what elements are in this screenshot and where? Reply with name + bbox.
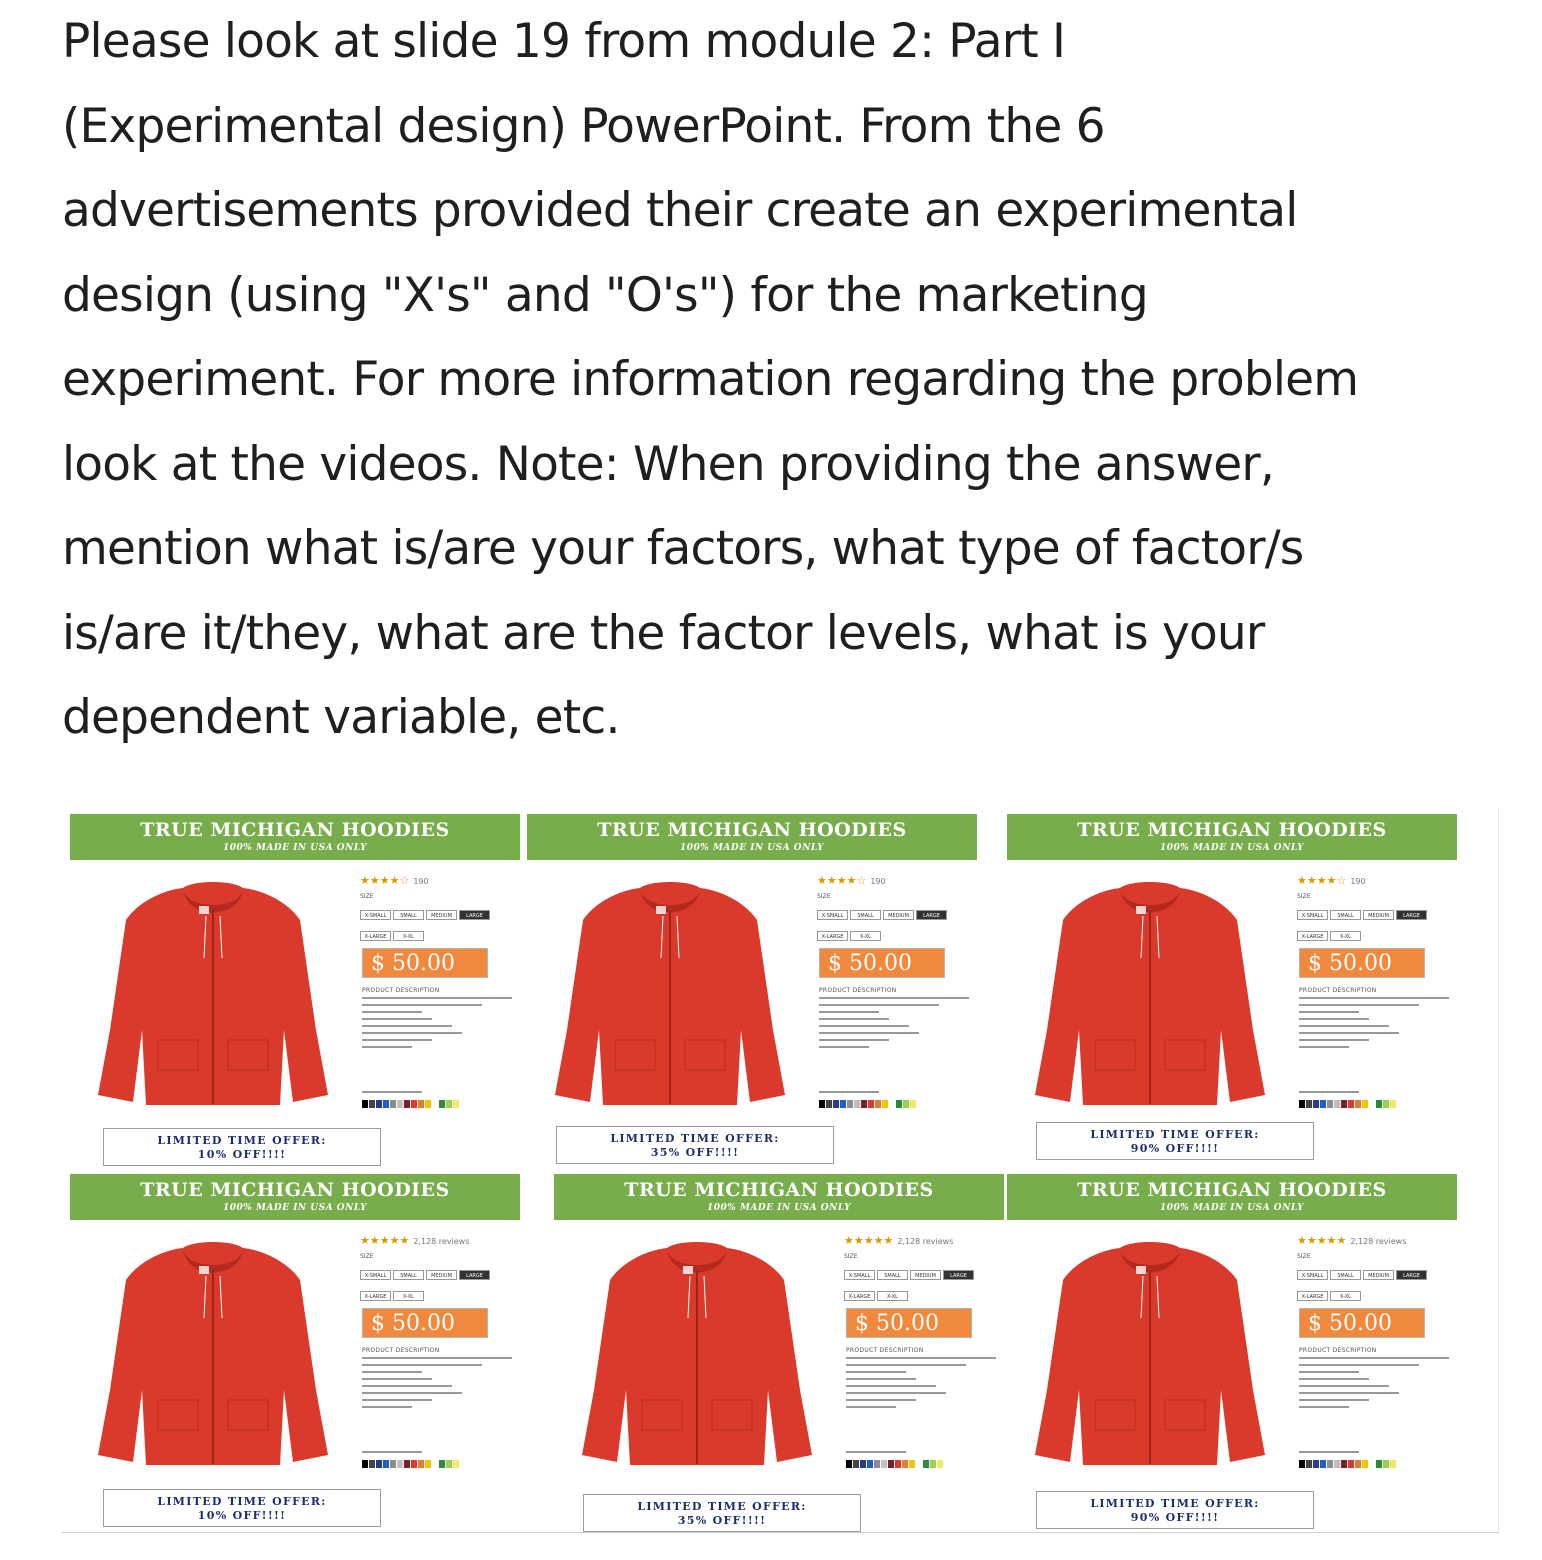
limited-offer-box: [1036, 1122, 1314, 1160]
color-swatch: [1313, 1100, 1319, 1108]
size-options: [360, 1262, 510, 1304]
description-line: [1299, 1004, 1419, 1006]
hoodie-photo: [1025, 880, 1275, 1115]
color-swatch: [376, 1460, 382, 1468]
description-line: [846, 1378, 916, 1380]
size-option: X-XL: [393, 1291, 424, 1301]
color-swatch: [1341, 1100, 1347, 1108]
color-swatch: [1390, 1460, 1396, 1468]
size-option: SMALL: [393, 1270, 424, 1280]
color-swatch: [909, 1460, 915, 1468]
size-option: X-XL: [1330, 1291, 1361, 1301]
review-count: 2,128 reviews: [897, 1237, 954, 1246]
brand-name: TRUE MICHIGAN HOODIES: [140, 819, 450, 841]
limited-offer-box: [103, 1128, 381, 1166]
brand-name: TRUE MICHIGAN HOODIES: [1077, 1179, 1387, 1201]
offer-title: LIMITED TIME OFFER:: [610, 1132, 780, 1145]
description-line: [1299, 1406, 1349, 1408]
color-swatches: [1299, 1100, 1397, 1108]
description-line: [362, 1039, 432, 1041]
color-swatch: [432, 1100, 438, 1108]
star-rating: ★★★★☆ 190: [360, 874, 429, 887]
size-option: X-SMALL: [844, 1270, 875, 1280]
color-swatch: [875, 1100, 881, 1108]
color-swatch: [404, 1460, 410, 1468]
question-line: design (using "X's" and "O's") for the marketing: [62, 267, 1148, 323]
swatch-caption: [1299, 1091, 1359, 1093]
description-line: [846, 1357, 996, 1359]
size-option: X-LARGE: [1297, 1291, 1328, 1301]
color-swatch: [874, 1460, 880, 1468]
product-description-label: PRODUCT DESCRIPTION: [362, 987, 440, 994]
color-swatch: [1306, 1460, 1312, 1468]
description-line: [362, 1025, 452, 1027]
size-label: SIZE: [1297, 1253, 1311, 1260]
offer-title: LIMITED TIME OFFER:: [157, 1134, 327, 1147]
description-line: [1299, 1046, 1349, 1048]
offer-discount: 35% OFF!!!!: [677, 1514, 767, 1527]
price-tag: $ 50.00: [1299, 1308, 1425, 1338]
size-option: LARGE: [459, 1270, 490, 1280]
size-label: SIZE: [817, 893, 831, 900]
brand-name: TRUE MICHIGAN HOODIES: [1077, 819, 1387, 841]
color-swatch: [1313, 1460, 1319, 1468]
advertisement-panel: [554, 1174, 1004, 1534]
offer-title: LIMITED TIME OFFER:: [1090, 1497, 1260, 1510]
size-option: X-LARGE: [1297, 931, 1328, 941]
price-tag: $ 50.00: [819, 948, 945, 978]
color-swatches: [846, 1460, 944, 1468]
color-swatch: [383, 1100, 389, 1108]
size-option: X-XL: [1330, 931, 1361, 941]
brand-tagline: 100% MADE IN USA ONLY: [707, 1203, 851, 1213]
review-count: 190: [413, 877, 429, 886]
size-option: X-SMALL: [1297, 1270, 1328, 1280]
description-line: [819, 1011, 879, 1013]
color-swatch: [397, 1460, 403, 1468]
description-line: [1299, 997, 1449, 999]
color-swatches: [819, 1100, 917, 1108]
size-option: MEDIUM: [910, 1270, 941, 1280]
description-line: [362, 1357, 512, 1359]
offer-discount: 90% OFF!!!!: [1130, 1511, 1220, 1524]
color-swatch: [854, 1100, 860, 1108]
color-swatch: [1327, 1100, 1333, 1108]
swatch-caption: [362, 1451, 422, 1453]
color-swatch: [1355, 1100, 1361, 1108]
color-swatch: [846, 1460, 852, 1468]
brand-banner: [1007, 814, 1457, 860]
advertisement-panel: [1007, 1174, 1457, 1534]
color-swatch: [1383, 1460, 1389, 1468]
hoodie-photo: [545, 880, 795, 1115]
question-line: (Experimental design) PowerPoint. From the 6: [62, 98, 1105, 154]
color-swatch: [1327, 1460, 1333, 1468]
size-option: MEDIUM: [1363, 1270, 1394, 1280]
description-line: [819, 1032, 919, 1034]
color-swatch: [881, 1460, 887, 1468]
hoodie-photo: [1025, 1240, 1275, 1475]
color-swatch: [937, 1460, 943, 1468]
size-options: [1297, 1262, 1447, 1304]
color-swatch: [1348, 1460, 1354, 1468]
color-swatch: [1348, 1100, 1354, 1108]
color-swatch: [867, 1460, 873, 1468]
star-rating: ★★★★☆ 190: [1297, 874, 1366, 887]
color-swatch: [1362, 1100, 1368, 1108]
brand-banner: [527, 814, 977, 860]
hoodie-image: [572, 1240, 822, 1475]
description-line: [362, 1011, 422, 1013]
description-line: [362, 1046, 412, 1048]
color-swatch: [910, 1100, 916, 1108]
swatch-caption: [819, 1091, 879, 1093]
question-line: dependent variable, etc.: [62, 690, 620, 745]
description-line: [846, 1385, 936, 1387]
size-option: X-LARGE: [844, 1291, 875, 1301]
color-swatch: [1341, 1460, 1347, 1468]
size-option: X-SMALL: [360, 1270, 391, 1280]
question-text: [62, 0, 1502, 761]
description-line: [1299, 1011, 1359, 1013]
color-swatch: [446, 1460, 452, 1468]
color-swatch: [1362, 1460, 1368, 1468]
product-description-label: PRODUCT DESCRIPTION: [1299, 1347, 1377, 1354]
color-swatch: [1299, 1100, 1305, 1108]
description-line: [846, 1371, 906, 1373]
size-option: SMALL: [1330, 1270, 1361, 1280]
swatch-caption: [362, 1091, 422, 1093]
star-rating: ★★★★★ 2,128 reviews: [844, 1234, 954, 1247]
color-swatch: [889, 1100, 895, 1108]
color-swatch: [369, 1460, 375, 1468]
color-swatch: [853, 1460, 859, 1468]
hoodie-image: [545, 880, 795, 1115]
product-description-label: PRODUCT DESCRIPTION: [1299, 987, 1377, 994]
product-description-label: PRODUCT DESCRIPTION: [362, 1347, 440, 1354]
size-option: LARGE: [1396, 910, 1427, 920]
size-option: LARGE: [1396, 1270, 1427, 1280]
size-option: MEDIUM: [883, 910, 914, 920]
price-tag: $ 50.00: [1299, 948, 1425, 978]
hoodie-image: [88, 1240, 338, 1475]
color-swatches: [362, 1460, 460, 1468]
size-option: LARGE: [459, 910, 490, 920]
description-line: [362, 1371, 422, 1373]
color-swatch: [390, 1100, 396, 1108]
hoodie-photo: [572, 1240, 822, 1475]
product-description: [846, 1357, 996, 1413]
size-option: X-SMALL: [360, 910, 391, 920]
color-swatch: [860, 1460, 866, 1468]
size-options: [1297, 902, 1447, 944]
description-line: [1299, 1392, 1399, 1394]
color-swatch: [819, 1100, 825, 1108]
size-option: X-SMALL: [817, 910, 848, 920]
product-description: [1299, 1357, 1449, 1413]
brand-banner: [554, 1174, 1004, 1220]
size-options: [817, 902, 967, 944]
price-tag: $ 50.00: [362, 1308, 488, 1338]
size-option: LARGE: [943, 1270, 974, 1280]
color-swatches: [1299, 1460, 1397, 1468]
color-swatch: [418, 1100, 424, 1108]
color-swatch: [1369, 1100, 1375, 1108]
product-description-label: PRODUCT DESCRIPTION: [819, 987, 897, 994]
color-swatch: [882, 1100, 888, 1108]
size-label: SIZE: [844, 1253, 858, 1260]
description-line: [362, 1378, 432, 1380]
color-swatch: [362, 1100, 368, 1108]
color-swatch: [411, 1100, 417, 1108]
size-option: SMALL: [877, 1270, 908, 1280]
description-line: [819, 1046, 869, 1048]
size-option: X-LARGE: [360, 931, 391, 941]
brand-banner: [1007, 1174, 1457, 1220]
color-swatch: [439, 1100, 445, 1108]
color-swatch: [432, 1460, 438, 1468]
question-line: look at the videos. Note: When providing the answer,: [62, 436, 1275, 492]
size-label: SIZE: [1297, 893, 1311, 900]
star-rating: ★★★★★ 2,128 reviews: [360, 1234, 470, 1247]
color-swatch: [888, 1460, 894, 1468]
color-swatch: [1390, 1100, 1396, 1108]
advertisement-panel: [70, 1174, 520, 1534]
review-count: 190: [1350, 877, 1366, 886]
product-description-label: PRODUCT DESCRIPTION: [846, 1347, 924, 1354]
description-line: [846, 1399, 916, 1401]
description-line: [819, 997, 969, 999]
description-line: [362, 1399, 432, 1401]
color-swatch: [1376, 1100, 1382, 1108]
brand-name: TRUE MICHIGAN HOODIES: [624, 1179, 934, 1201]
color-swatch: [895, 1460, 901, 1468]
brand-tagline: 100% MADE IN USA ONLY: [223, 1203, 367, 1213]
description-line: [362, 1018, 432, 1020]
offer-title: LIMITED TIME OFFER:: [1090, 1128, 1260, 1141]
offer-discount: 35% OFF!!!!: [650, 1146, 740, 1159]
description-line: [362, 1385, 452, 1387]
color-swatch: [1369, 1460, 1375, 1468]
description-line: [819, 1039, 889, 1041]
question-line: is/are it/they, what are the factor levels, what is your: [62, 605, 1265, 661]
color-swatch: [1383, 1100, 1389, 1108]
color-swatch: [896, 1100, 902, 1108]
description-line: [1299, 1399, 1369, 1401]
offer-discount: 10% OFF!!!!: [197, 1148, 287, 1161]
description-line: [1299, 1025, 1389, 1027]
color-swatch: [840, 1100, 846, 1108]
description-line: [846, 1406, 896, 1408]
color-swatch: [453, 1100, 459, 1108]
review-count: 2,128 reviews: [413, 1237, 470, 1246]
description-line: [1299, 1378, 1369, 1380]
description-line: [819, 1018, 889, 1020]
description-line: [362, 1004, 482, 1006]
brand-name: TRUE MICHIGAN HOODIES: [140, 1179, 450, 1201]
size-option: SMALL: [850, 910, 881, 920]
color-swatch: [1320, 1100, 1326, 1108]
question-line: mention what is/are your factors, what type of factor/s: [62, 521, 1304, 576]
color-swatch: [1376, 1460, 1382, 1468]
offer-title: LIMITED TIME OFFER:: [157, 1495, 327, 1508]
color-swatch: [826, 1100, 832, 1108]
color-swatches: [362, 1100, 460, 1108]
size-label: SIZE: [360, 1253, 374, 1260]
description-line: [1299, 1385, 1389, 1387]
color-swatch: [903, 1100, 909, 1108]
color-swatch: [446, 1100, 452, 1108]
size-option: X-LARGE: [817, 931, 848, 941]
description-line: [362, 1364, 482, 1366]
description-line: [1299, 1039, 1369, 1041]
color-swatch: [1355, 1460, 1361, 1468]
description-line: [1299, 1357, 1449, 1359]
product-description: [362, 1357, 512, 1413]
size-option: X-XL: [877, 1291, 908, 1301]
description-line: [1299, 1364, 1419, 1366]
color-swatch: [847, 1100, 853, 1108]
color-swatch: [1334, 1460, 1340, 1468]
advertisement-panel: [527, 814, 977, 1174]
limited-offer-box: [583, 1494, 861, 1532]
star-rating: ★★★★☆ 190: [817, 874, 886, 887]
size-options: [844, 1262, 994, 1304]
color-swatch: [923, 1460, 929, 1468]
color-swatch: [1306, 1100, 1312, 1108]
description-line: [819, 1025, 909, 1027]
color-swatch: [1299, 1460, 1305, 1468]
swatch-caption: [1299, 1451, 1359, 1453]
size-option: X-XL: [393, 931, 424, 941]
size-option: X-XL: [850, 931, 881, 941]
color-swatch: [439, 1460, 445, 1468]
size-label: SIZE: [360, 893, 374, 900]
description-line: [362, 997, 512, 999]
description-line: [1299, 1371, 1359, 1373]
color-swatch: [902, 1460, 908, 1468]
advertisements-image: [62, 808, 1499, 1533]
question-line: experiment. For more information regarding the problem: [62, 352, 1359, 407]
color-swatch: [418, 1460, 424, 1468]
color-swatch: [916, 1460, 922, 1468]
product-description: [819, 997, 969, 1053]
hoodie-image: [1025, 880, 1275, 1115]
limited-offer-box: [1036, 1491, 1314, 1529]
color-swatch: [390, 1460, 396, 1468]
description-line: [1299, 1032, 1399, 1034]
brand-name: TRUE MICHIGAN HOODIES: [597, 819, 907, 841]
size-option: SMALL: [1330, 910, 1361, 920]
brand-tagline: 100% MADE IN USA ONLY: [223, 843, 367, 853]
color-swatch: [861, 1100, 867, 1108]
advertisement-panel: [1007, 814, 1457, 1174]
review-count: 2,128 reviews: [1350, 1237, 1407, 1246]
size-options: [360, 902, 510, 944]
size-option: LARGE: [916, 910, 947, 920]
product-description: [1299, 997, 1449, 1053]
brand-banner: [70, 1174, 520, 1220]
color-swatch: [1320, 1460, 1326, 1468]
hoodie-image: [1025, 1240, 1275, 1475]
color-swatch: [376, 1100, 382, 1108]
color-swatch: [362, 1460, 368, 1468]
brand-banner: [70, 814, 520, 860]
offer-discount: 10% OFF!!!!: [197, 1509, 287, 1522]
offer-title: LIMITED TIME OFFER:: [637, 1500, 807, 1513]
brand-tagline: 100% MADE IN USA ONLY: [1160, 843, 1304, 853]
limited-offer-box: [556, 1126, 834, 1164]
hoodie-image: [88, 880, 338, 1115]
product-description: [362, 997, 512, 1053]
color-swatch: [369, 1100, 375, 1108]
description-line: [846, 1364, 966, 1366]
swatch-caption: [846, 1451, 906, 1453]
color-swatch: [868, 1100, 874, 1108]
description-line: [362, 1032, 462, 1034]
limited-offer-box: [103, 1489, 381, 1527]
advertisement-panel: [70, 814, 520, 1174]
color-swatch: [1334, 1100, 1340, 1108]
price-tag: $ 50.00: [846, 1308, 972, 1338]
question-line: advertisements provided their create an experimental: [62, 183, 1298, 238]
description-line: [362, 1406, 412, 1408]
size-option: SMALL: [393, 910, 424, 920]
description-line: [362, 1392, 462, 1394]
color-swatch: [383, 1460, 389, 1468]
color-swatch: [397, 1100, 403, 1108]
brand-tagline: 100% MADE IN USA ONLY: [680, 843, 824, 853]
color-swatch: [425, 1460, 431, 1468]
offer-discount: 90% OFF!!!!: [1130, 1142, 1220, 1155]
description-line: [846, 1392, 946, 1394]
color-swatch: [425, 1100, 431, 1108]
star-rating: ★★★★★ 2,128 reviews: [1297, 1234, 1407, 1247]
size-option: X-SMALL: [1297, 910, 1328, 920]
brand-tagline: 100% MADE IN USA ONLY: [1160, 1203, 1304, 1213]
description-line: [819, 1004, 939, 1006]
color-swatch: [833, 1100, 839, 1108]
question-line: Please look at slide 19 from module 2: Part I: [62, 14, 1066, 69]
size-option: MEDIUM: [1363, 910, 1394, 920]
color-swatch: [453, 1460, 459, 1468]
hoodie-photo: [88, 1240, 338, 1475]
size-option: MEDIUM: [426, 910, 457, 920]
size-option: MEDIUM: [426, 1270, 457, 1280]
price-tag: $ 50.00: [362, 948, 488, 978]
hoodie-photo: [88, 880, 338, 1115]
color-swatch: [404, 1100, 410, 1108]
size-option: X-LARGE: [360, 1291, 391, 1301]
description-line: [1299, 1018, 1369, 1020]
color-swatch: [930, 1460, 936, 1468]
review-count: 190: [870, 877, 886, 886]
color-swatch: [411, 1460, 417, 1468]
